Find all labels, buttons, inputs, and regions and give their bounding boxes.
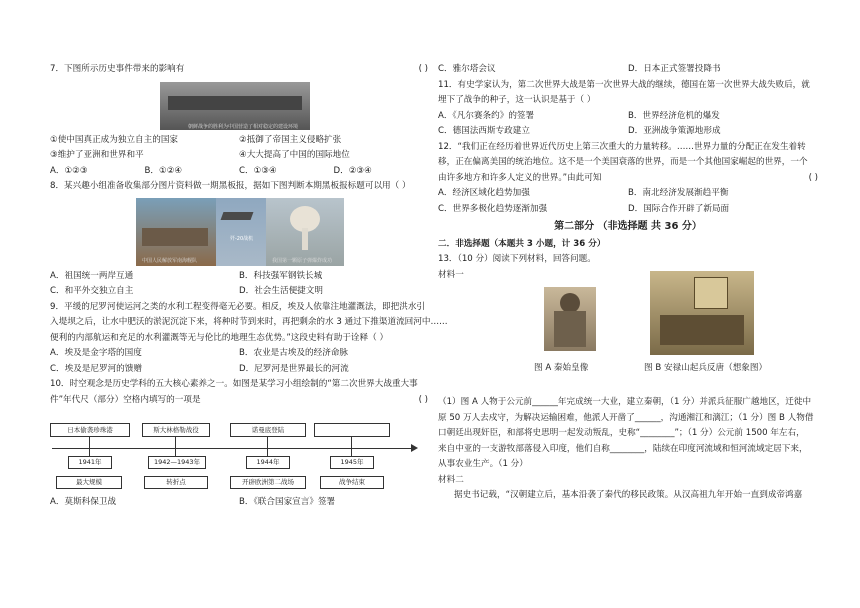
- q7-choices: [50, 164, 428, 180]
- q11-choice-b: B．世界经济危机的爆发: [628, 110, 720, 121]
- q13-text-line-1: （1）图 A 人物于公元前______年完成统一大业，建立秦朝，（1 分）并派兵征服广越地区，迁徙中: [438, 397, 812, 407]
- q11-choices-row2: [438, 124, 818, 140]
- timeline-note-4: 战争结束: [320, 476, 384, 489]
- q7-option-4: ④大大提高了中国的国际地位: [239, 150, 350, 160]
- q12-choice-b: B．南北经济发展渐趋平衡: [628, 188, 729, 198]
- q10-stem-end: 件”年代尺（部分）空格内填写的一项是: [50, 394, 201, 405]
- q9-line-2: 入堤坝之后，让水中肥沃的淤泥沉淀下来，将种时节到来时，再把剩余的水 3 通过下推渠道流回河中……: [50, 317, 448, 327]
- q11-choice-d: D．亚洲战争策源地形成: [628, 126, 721, 136]
- q12-choice-a: A．经济区域化趋势加强: [438, 188, 530, 198]
- timeline-year-2: 1942—1943年: [148, 456, 206, 469]
- q11-choices-row1: [438, 109, 818, 125]
- q9-choice-d: D．尼罗河是世界最长的河流: [239, 363, 349, 374]
- material-one-label: 材料一: [438, 269, 464, 280]
- q12-choice-d: D．国际合作开辟了新局面: [628, 203, 730, 214]
- q10-line-2: [50, 393, 428, 409]
- q7-option-2: ②抵御了帝国主义侵略扩张: [239, 134, 342, 145]
- q7-choice-c: C．①③④: [239, 165, 277, 176]
- q11-line-2: 埋下了战争的种子，这一认识是基于（ ）: [438, 95, 596, 105]
- q7-photo: [160, 82, 310, 130]
- q8-stem: 8．某兴趣小组准备收集部分图片资料做一期黑板报，据如下图判断本期黑板报标题可以用（ ）: [50, 181, 411, 191]
- q7-options-row2: [50, 148, 428, 164]
- fig-b-an-lushan-rebellion-image: [650, 271, 754, 355]
- q13-text-line-4: 来自中亚的一支游牧部落侵入印度，他们自称________，陆续在印度河流域和恒河流域定居下来，: [438, 443, 808, 454]
- timeline-tick: [351, 436, 352, 448]
- material-two-label: 材料二: [438, 474, 464, 485]
- q12-line-2: 移，正在偏离美国的统治地位。这不是一个美国衰落的世界，而是一个其他国家崛起的世界，一个: [438, 157, 808, 167]
- q7-photo-caption: 朝鲜战争的胜利为中国营造了相对稳定的建设环境: [188, 123, 299, 130]
- timeline-event-3: 诺曼底登陆: [230, 423, 306, 437]
- q11-line-1: 11．有史学家认为，第二次世界大战是第一次世界大战的继续，德国在第一次世界大战失败后，就: [438, 79, 810, 90]
- q7-options-row1: [50, 133, 428, 149]
- q9-line-3: 便利的内部航运和充足的水利灌溉等无与伦比的地理生态优势。”这段史料有助于诠释（ ）: [50, 332, 389, 343]
- section-two-heading: 二．非选择题（本题共 3 小题，计 36 分）: [438, 238, 606, 249]
- q8-choice-a: A．祖国统一两岸互通: [50, 270, 134, 281]
- timeline-event-2: 斯大林格勒战役: [142, 423, 210, 437]
- q12-answer-bracket: ( ): [808, 172, 818, 183]
- fig-a-caption: 图 A 秦始皇像: [534, 363, 589, 373]
- q13-text-line-5: 从事农业生产。（1 分）: [438, 459, 528, 469]
- q9-choice-a: A．埃及是金字塔的国度: [50, 348, 142, 358]
- q8-caption-fleet: 中国人民解放军南海舰队: [142, 257, 198, 264]
- q11-choice-a: A．《凡尔赛条约》的签署: [438, 110, 535, 121]
- timeline-axis: [52, 448, 414, 449]
- q10-choice-a: A．莫斯科保卫战: [50, 497, 117, 507]
- q13-text-line-3: 口朝廷出现奸臣，和部将史思明一起发动叛乱，史称“________”；（1 分）公元前 1500 年左右，: [438, 428, 805, 438]
- timeline-tick: [267, 436, 268, 448]
- q7-stem: 7．下图所示历史事件带来的影响有: [50, 64, 185, 74]
- q8-photos: [136, 198, 428, 266]
- q9-choice-c: C．埃及是尼罗河的馈赠: [50, 363, 142, 374]
- q9-choices-row2: [50, 362, 428, 378]
- q10-choice-b: B．《联合国家宣言》签署: [239, 497, 336, 507]
- q9-choices-row1: [50, 346, 428, 362]
- q12-line-3: [438, 171, 818, 187]
- q10-choice-d: D．日本正式签署投降书: [628, 64, 721, 74]
- q7-option-1: ①使中国真正成为独立自主的国家: [50, 134, 179, 145]
- q7-stem-line: [50, 62, 428, 78]
- q7-choice-d: D．②③④: [333, 165, 372, 176]
- q7-choice-b: B．①②④: [144, 165, 183, 176]
- timeline-note-1: 最大规模: [56, 476, 122, 489]
- timeline-note-2: 转折点: [144, 476, 208, 489]
- timeline-tick: [89, 436, 90, 448]
- q12-choice-c: C．世界多极化趋势逐渐加强: [438, 203, 548, 214]
- timeline-note-3: 开辟欧洲第二战场: [230, 476, 306, 489]
- timeline-arrow-icon: [411, 444, 418, 452]
- q8-choice-b: B．科技强军钢铁长城: [239, 270, 323, 281]
- q9-choice-b: B．农业是古埃及的经济命脉: [239, 348, 349, 358]
- fig-b-caption: 图 B 安禄山起兵反唐（想象图）: [644, 363, 768, 373]
- q13-text-line-2: 原 50 万人去戍守，为解决运输困难，他派人开凿了______，沟通湘江和漓江；（1 分）图 B 人物借: [438, 412, 814, 423]
- left-column: [50, 62, 448, 511]
- q7-choice-a: A．①②③: [50, 165, 88, 176]
- q12-choices-row1: [438, 186, 818, 202]
- timeline-tick: [175, 436, 176, 448]
- q8-caption-bomb: 我国第一颗原子弹爆炸成功: [272, 257, 333, 264]
- q13-stem: 13．（10 分）阅读下列材料，回答问题。: [438, 254, 596, 264]
- q10-choices-row1: [50, 495, 428, 511]
- q8-photo-bomb: [266, 198, 344, 266]
- q7-option-3: ③维护了亚洲和世界和平: [50, 150, 144, 160]
- q10-timeline: [50, 412, 428, 492]
- q8-choices-row1: [50, 269, 428, 285]
- q8-choice-d: D．社会生活便捷文明: [239, 286, 323, 296]
- right-column: [438, 62, 818, 504]
- part-two-title: 第二部分 （非选择题 共 36 分）: [554, 221, 702, 232]
- q10-choices-row2: [438, 62, 818, 78]
- q12-choices-row2: [438, 202, 818, 218]
- timeline-event-1: 日本偷袭珍珠港: [50, 423, 130, 437]
- q8-photo-jet: [216, 198, 266, 266]
- q8-caption-jet: 歼-20战机: [230, 235, 254, 242]
- q10-choice-c: C．雅尔塔会议: [438, 64, 496, 74]
- timeline-year-3: 1944年: [246, 456, 290, 469]
- timeline-year-4: 1945年: [330, 456, 374, 469]
- q10-line-1: 10．时空观念是历史学科的五大核心素养之一。如图是某学习小组绘制的“第二次世界大战重大事: [50, 379, 418, 389]
- q10-answer-bracket: ( ): [418, 394, 428, 405]
- q8-photo-fleet: [136, 198, 216, 266]
- q12-stem-end: 由许多地方和许多人定义的世界。”由此可知: [438, 172, 602, 183]
- q11-choice-c: C．德国法西斯专政建立: [438, 126, 530, 136]
- q8-choices-row2: [50, 284, 428, 300]
- q13-figures: [438, 283, 818, 395]
- q8-choice-c: C．和平外交独立自主: [50, 286, 134, 296]
- timeline-year-1: 1941年: [68, 456, 112, 469]
- timeline-event-blank: [314, 423, 390, 437]
- q7-answer-bracket: ( ): [418, 64, 428, 74]
- fig-a-qin-shihuang-portrait: [544, 287, 596, 351]
- q12-line-1: 12．“我们正在经历着世界近代历史上第三次重大的力量转移。……世界力量的分配正在发生着转: [438, 141, 806, 152]
- material-two-text: 据史书记载，“汉朝建立后，基本沿袭了秦代的移民政策。从汉高祖九年开始一直到成帝鸿嘉: [454, 490, 803, 500]
- q9-line-1: 9．平缓的尼罗河使运河之类的水利工程变得毫无必要。相反，埃及人依靠注地灌溉法，即把洪水引: [50, 301, 426, 312]
